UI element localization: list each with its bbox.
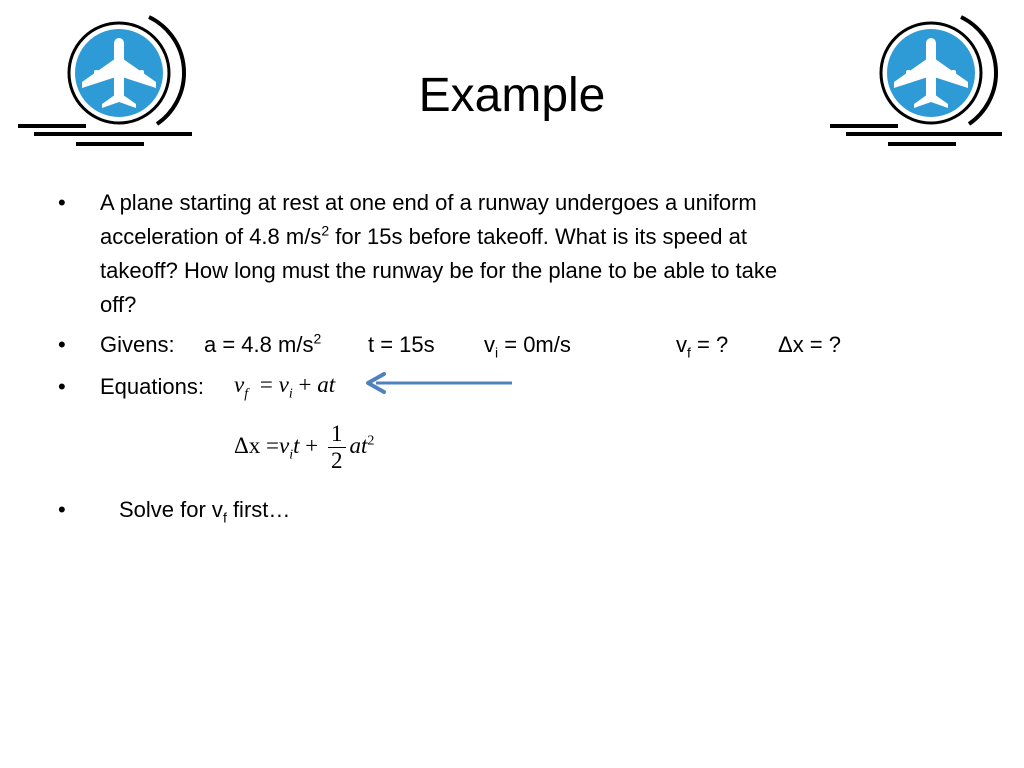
given-a	[204, 328, 321, 362]
eq2-equals: =	[266, 433, 280, 458]
givens-label: Givens:	[100, 332, 175, 357]
fraction-denominator: 2	[331, 448, 343, 474]
eq1-plus: +	[298, 372, 312, 397]
problem-line-2	[100, 220, 940, 254]
eq2-t: t	[293, 433, 300, 458]
eq1-sub-f: f	[244, 386, 249, 402]
bullet-dot: •	[58, 190, 66, 215]
given-vi-v: v	[484, 332, 495, 357]
bullet-dot: •	[58, 332, 66, 357]
eq1-sub-i: i	[288, 386, 293, 402]
problem-text	[100, 186, 940, 322]
equations-label: Equations:	[100, 374, 204, 399]
given-vf-text: = ?	[690, 332, 729, 357]
given-dx: Δx = ?	[778, 332, 842, 357]
bullet-dot: •	[58, 497, 66, 522]
problem-line-4: off?	[100, 292, 137, 317]
subscript: f	[687, 344, 691, 361]
problem-line-3: takeoff? How long must the runway be for the plane to be able to take	[100, 258, 778, 283]
bullet-givens	[58, 328, 958, 362]
eq2-superscript: 2	[367, 433, 375, 449]
given-a-text: a = 4.8 m/s	[204, 332, 314, 357]
bullet-solve	[58, 493, 558, 527]
eq1-v: v	[234, 372, 245, 397]
solve-text	[119, 493, 959, 527]
eq2-dx: Δx	[234, 433, 261, 458]
solve-text-a: Solve for v	[119, 497, 223, 522]
equation-velocity	[234, 370, 335, 400]
given-t: t = 15s	[368, 332, 435, 357]
equation-displacement	[234, 416, 374, 476]
given-vi-text: = 0m/s	[498, 332, 571, 357]
slide-title: Example	[418, 69, 606, 122]
arrow-left-icon	[362, 370, 518, 396]
fraction-half	[328, 421, 346, 474]
problem-line-2-b: for 15s before takeoff. What is its speed at	[329, 224, 747, 249]
eq2-sub-i: i	[289, 447, 294, 463]
eq2-at: at	[349, 433, 368, 458]
eq1-v2: v	[278, 372, 289, 397]
problem-line-1: A plane starting at rest at one end of a runway undergoes a uniform	[100, 190, 757, 215]
subscript: f	[222, 509, 227, 526]
subscript: i	[495, 344, 499, 361]
given-vf-v: v	[676, 332, 687, 357]
problem-line-2-a: acceleration of 4.8 m/s	[100, 224, 322, 249]
eq1-at: at	[317, 372, 336, 397]
bullet-dot: •	[58, 374, 66, 399]
fraction-numerator: 1	[328, 421, 346, 448]
given-vf	[676, 328, 728, 362]
given-vi	[484, 328, 571, 362]
superscript: 2	[313, 330, 322, 347]
eq1-equals: =	[259, 372, 273, 397]
superscript: 2	[321, 222, 330, 239]
solve-text-b: first…	[226, 497, 291, 522]
eq2-v: v	[279, 433, 290, 458]
eq2-plus: +	[305, 433, 319, 458]
